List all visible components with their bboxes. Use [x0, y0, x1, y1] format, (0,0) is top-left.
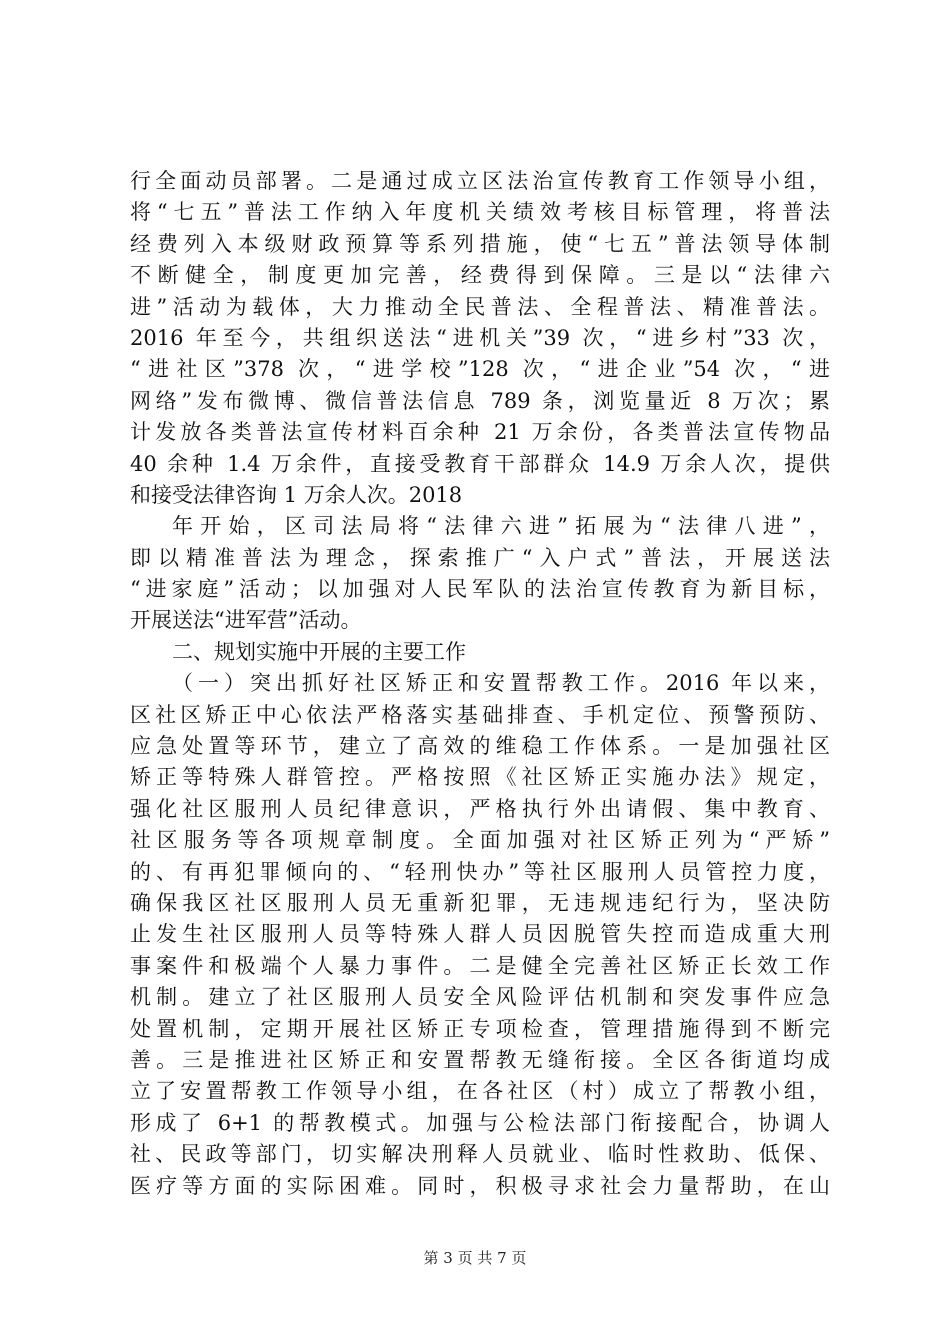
text-line: 即以精准普法为理念，探索推广“入户式”普法，开展送法: [130, 545, 830, 570]
text-line: 强化社区服刑人员纪律意识，严格执行外出请假、集中教育、: [130, 796, 830, 821]
text-line: 矫正等特殊人群管控。严格按照《社区矫正实施办法》规定，: [130, 765, 830, 790]
text-line: 形成了 6+1 的帮教模式。加强与公检法部门衔接配合，协调人: [130, 1110, 830, 1135]
text-line: 计发放各类普法宣传材料百余种 21 万余份，各类普法宣传物品: [130, 420, 830, 445]
text-line: 年开始，区司法局将“法律六进”拓展为“法律八进”，: [172, 514, 830, 539]
text-line: 和接受法律咨询 1 万余人次。2018: [130, 482, 463, 507]
text-line: “进家庭”活动；以加强对人民军队的法治宣传教育为新目标，: [130, 577, 830, 602]
text-line: 2016 年至今，共组织送法“进机关”39 次，“进乡村”33 次，: [130, 325, 830, 350]
text-line: 机制。建立了社区服刑人员安全风险评估机制和突发事件应急: [130, 985, 830, 1010]
text-line: 二、规划实施中开展的主要工作: [172, 639, 466, 664]
text-line: 不断健全，制度更加完善，经费得到保障。三是以“法律六: [130, 263, 830, 288]
text-line: “进社区”378 次，“进学校”128 次，“进企业”54 次，“进: [130, 357, 830, 382]
text-line: 确保我区社区服刑人员无重新犯罪，无违规违纪行为，坚决防: [130, 890, 830, 915]
text-line: 进”活动为载体，大力推动全民普法、全程普法、精准普法。: [130, 294, 830, 319]
text-line: 立了安置帮教工作领导小组，在各社区（村）成立了帮教小组，: [130, 1079, 830, 1104]
text-line: 经费列入本级财政预算等系列措施，使“七五”普法领导体制: [130, 231, 830, 256]
text-line: 医疗等方面的实际困难。同时，积极寻求社会力量帮助，在山: [130, 1173, 830, 1198]
text-line: 止发生社区服刑人员等特殊人群人员因脱管失控而造成重大刑: [130, 922, 830, 947]
text-line: （一）突出抓好社区矫正和安置帮教工作。2016 年以来，: [172, 671, 830, 696]
text-line: 行全面动员部署。二是通过成立区法治宣传教育工作领导小组，: [130, 169, 830, 193]
text-line: 40 余种 1.4 万余件，直接受教育干部群众 14.9 万余人次，提供: [130, 451, 830, 476]
text-line: 事案件和极端个人暴力事件。二是健全完善社区矫正长效工作: [130, 953, 830, 978]
text-line: 社区服务等各项规章制度。全面加强对社区矫正列为“严矫”: [130, 828, 830, 853]
text-line: 网络”发布微博、微信普法信息 789 条，浏览量近 8 万次；累: [130, 388, 830, 413]
text-line: 应急处置等环节，建立了高效的维稳工作体系。一是加强社区: [130, 734, 830, 759]
text-line: 处置机制，定期开展社区矫正专项检查，管理措施得到不断完: [130, 1016, 830, 1041]
page-footer: 第 3 页 共 7 页: [423, 1249, 527, 1267]
text-line: 社、民政等部门，切实解决刑释人员就业、临时性救助、低保、: [130, 1142, 830, 1167]
text-line: 开展送法“进军营”活动。: [130, 608, 362, 633]
body-text: [130, 166, 830, 1202]
text-line: 区社区矫正中心依法严格落实基础排查、手机定位、预警预防、: [130, 702, 830, 727]
text-line: 善。三是推进社区矫正和安置帮教无缝衔接。全区各街道均成: [130, 1047, 830, 1072]
text-line: 的、有再犯罪倾向的、“轻刑快办”等社区服刑人员管控力度，: [130, 859, 830, 884]
text-line: 将“七五”普法工作纳入年度机关绩效考核目标管理，将普法: [130, 200, 830, 225]
